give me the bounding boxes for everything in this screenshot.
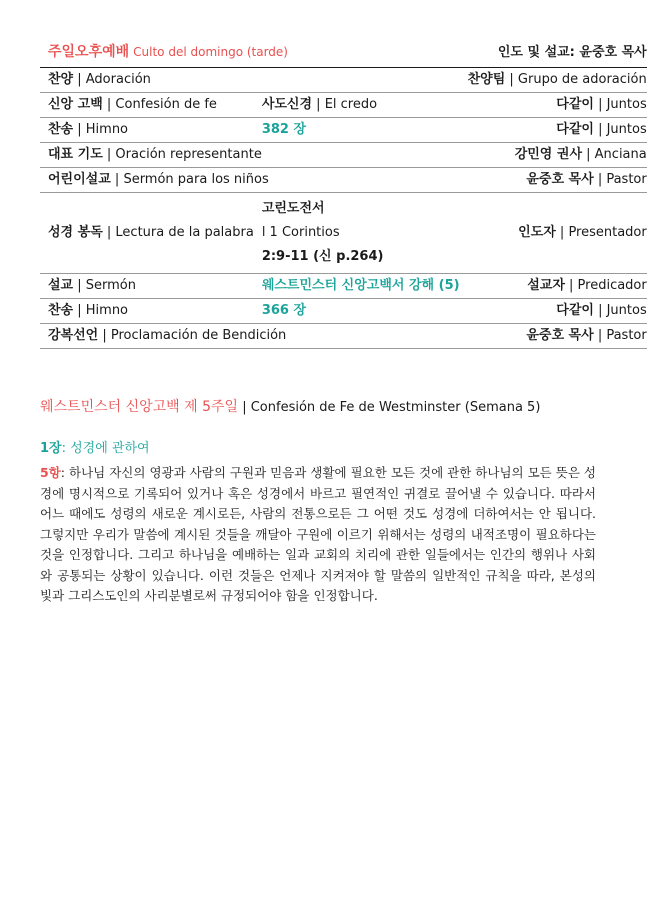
article-paragraph bbox=[40, 463, 596, 607]
order-row bbox=[40, 299, 647, 324]
service-title bbox=[40, 38, 460, 68]
order-item: 성경 봉독 | Lectura de la palabra bbox=[40, 193, 254, 274]
order-item: 신앙 고백 | Confesión de fe bbox=[40, 93, 254, 118]
order-person: 다같이 | Juntos bbox=[460, 118, 647, 143]
hymn-number: 382 장 bbox=[261, 122, 307, 137]
chapter-heading bbox=[40, 437, 150, 456]
article-text: : 하나님 자신의 영광과 사람의 구원과 믿음과 생활에 필요한 모든 것에 관한 하나님의 모든 뜻은 성경에 명시적으로 기록되어 있거나 혹은 성경에서 바르고 필연적인 귀결로 끌어낼 수 있습니다. 따라서 어느 때에도 성령의 새로운 계시로든, 사람의 전통으로든 그 어떤 것도 성경에 더하여서는 안 됩니다. 그렇지만 우리가 말씀에 계시된 것들을 깨달아 구원에 이르기 위해서는 성령의 내적조명이 필요하다는 것을 인정합니다. 그리고 하나님을 예배하는 일과 교회의 치리에 관한 일들에서는 인간의 행위나 사회와 공통되는 상황이 있습니다. 이런 것들은 언제나 지켜져야 할 말씀의 일반적인 규칙을 따라, 본성의 빛과 그리스도인의 사리분별로써 규정되어야 함을 인정합니다. bbox=[40, 465, 596, 603]
order-row bbox=[40, 274, 647, 299]
order-row bbox=[40, 68, 647, 93]
order-person: 다같이 | Juntos bbox=[460, 299, 647, 324]
order-item: 대표 기도 | Oración representante bbox=[40, 143, 460, 168]
order-item: 찬송 | Himno bbox=[40, 299, 254, 324]
order-person: 다같이 | Juntos bbox=[460, 93, 647, 118]
order-row bbox=[40, 93, 647, 118]
confession-title-spanish: | Confesión de Fe de Westminster (Semana 5) bbox=[238, 400, 541, 415]
order-person: 설교자 | Predicador bbox=[460, 274, 647, 299]
order-detail bbox=[254, 299, 460, 324]
service-header-row bbox=[40, 38, 647, 68]
order-row bbox=[40, 143, 647, 168]
order-person: 강민영 권사 | Anciana bbox=[460, 143, 647, 168]
article-number: 5항 bbox=[40, 465, 61, 480]
order-row bbox=[40, 118, 647, 143]
order-person: 윤중호 목사 | Pastor bbox=[460, 324, 647, 349]
order-item: 찬양 | Adoración bbox=[40, 68, 460, 93]
order-item: 강복선언 | Proclamación de Bendición bbox=[40, 324, 460, 349]
sermon-title: 웨스트민스터 신앙고백서 강해 (5) bbox=[254, 274, 460, 299]
order-person: 인도자 | Presentador bbox=[460, 193, 647, 274]
service-title-spanish: Culto del domingo (tarde) bbox=[133, 45, 288, 59]
order-of-worship-table bbox=[40, 38, 647, 349]
order-person: 윤중호 목사 | Pastor bbox=[460, 168, 647, 193]
scripture-reference: 고린도전서 l 1 Corintios 2:9-11 (신 p.264) bbox=[254, 193, 460, 274]
order-item: 설교 | Sermón bbox=[40, 274, 254, 299]
chapter-title: : 성경에 관하여 bbox=[61, 441, 150, 456]
order-row bbox=[40, 193, 647, 274]
order-row bbox=[40, 324, 647, 349]
order-item: 어린이설교 | Sermón para los niños bbox=[40, 168, 460, 193]
confession-title-korean: 웨스트민스터 신앙고백 제 5주일 bbox=[40, 399, 239, 415]
order-detail: 사도신경 | El credo bbox=[254, 93, 460, 118]
hymn-number: 366 장 bbox=[261, 303, 307, 318]
confession-heading bbox=[40, 396, 540, 416]
order-detail bbox=[254, 118, 460, 143]
service-title-korean: 주일오후예배 bbox=[48, 44, 130, 60]
chapter-number: 1장 bbox=[40, 441, 62, 456]
order-person: 찬양팀 | Grupo de adoración bbox=[460, 68, 647, 93]
service-leader: 인도 및 설교: 윤중호 목사 bbox=[460, 38, 647, 68]
order-item: 찬송 | Himno bbox=[40, 118, 254, 143]
order-row bbox=[40, 168, 647, 193]
